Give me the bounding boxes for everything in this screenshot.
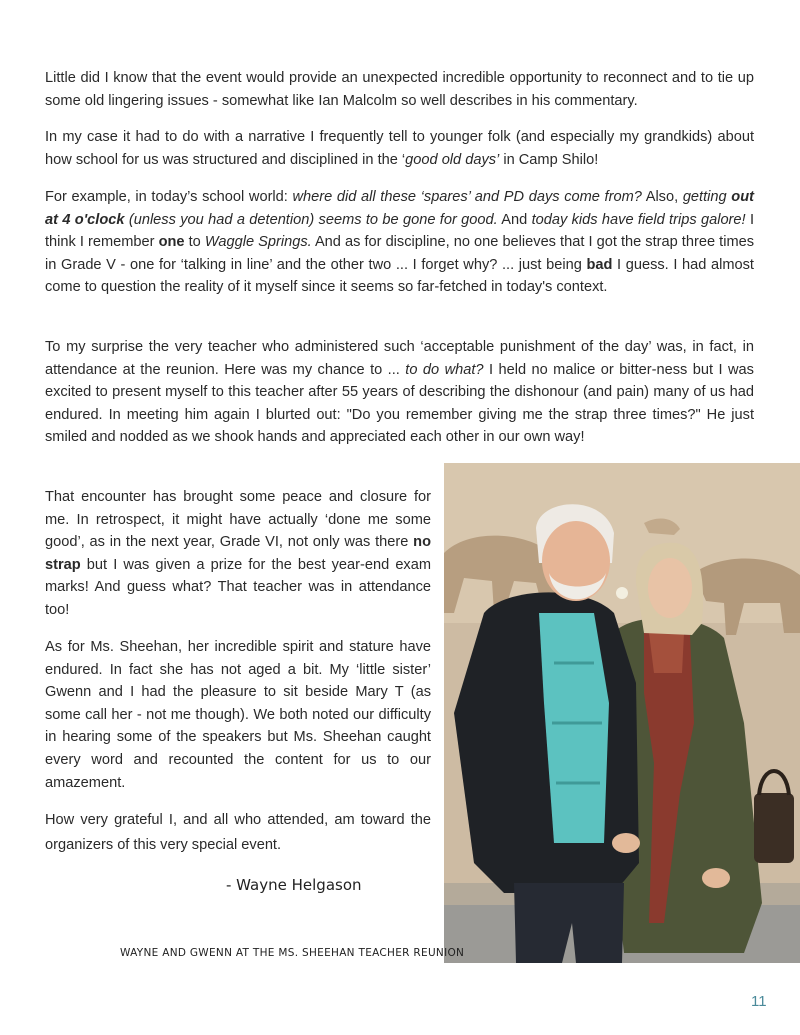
paragraph-example: For example, in today’s school world: where did all these ‘spares’ and PD days come from? Also, getting out at 4 o'clock (unless you had a detention) seems to be gone for good. And today kids have field trips galore! I think I remember one to Waggle Springs. And as for discipline, no one believes that I got the strap three times in Grade V - one for ‘talking in line’ and the other two ... I forget why? ... just being bad I guess. I had almost come to question the reality of it myself since it seems so far-fetched in today's context.: [45, 189, 755, 296]
paragraph-gratitude: How very grateful I, and all who attended, am toward the organizers of this very special event.: [45, 812, 431, 853]
paragraph-intro: Little did I know that the event would provide an unexpected incredible opportunity to reconnect and to tie up some old lingering issues - somewhat like Ian Malcolm so well describes in his commentary.: [45, 70, 754, 109]
signature: - Wayne Helgason: [226, 876, 362, 894]
gwenn-handbag: [754, 793, 794, 863]
paragraph-surprise: To my surprise the very teacher who administered such ‘acceptable punishment of the day’ was, in fact, in attendance at the reunion. Here was my chance to ... to do what? I held no malice or bitter-ness but I was excited to present myself to this teacher after 55 years of describing the dishonour (and pain) many of us had endured. In meeting him again I blurted out: "Do you remember giving me the strap three times?" He just smiled and nodded as we shook hands and appreciated each other in our own way!: [45, 339, 754, 446]
paragraph-sheehan: As for Ms. Sheehan, her incredible spirit and stature have endured. In fact she has not aged a bit. My ‘little sister’ Gwenn and I had the pleasure to sit beside Mary T (as some call her - not me though). We both noted our difficulty in hearing some of the speakers but Ms. Sheehan caught every word and recounted the content for us to our amazement.: [45, 639, 431, 791]
paragraph-narrative: In my case it had to do with a narrative I frequently tell to younger folk (and especially my grandkids) about how school for us was structured and disciplined in the ‘good old days’ in Camp Shilo!: [45, 129, 754, 168]
paragraph-closure: That encounter has brought some peace and closure for me. In retrospect, it might have actually ‘done me some good’, as in the next year, Grade VI, not only was there no strap but I was given a prize for the best year-end exam marks! And guess what? That teacher was in attendance too!: [45, 489, 431, 618]
reunion-photo: [444, 463, 800, 963]
photo-caption: WAYNE AND GWENN AT THE MS. SHEEHAN TEACHER REUNION: [120, 947, 465, 959]
gwenn-face: [648, 558, 692, 618]
page-number: 11: [751, 993, 767, 1010]
